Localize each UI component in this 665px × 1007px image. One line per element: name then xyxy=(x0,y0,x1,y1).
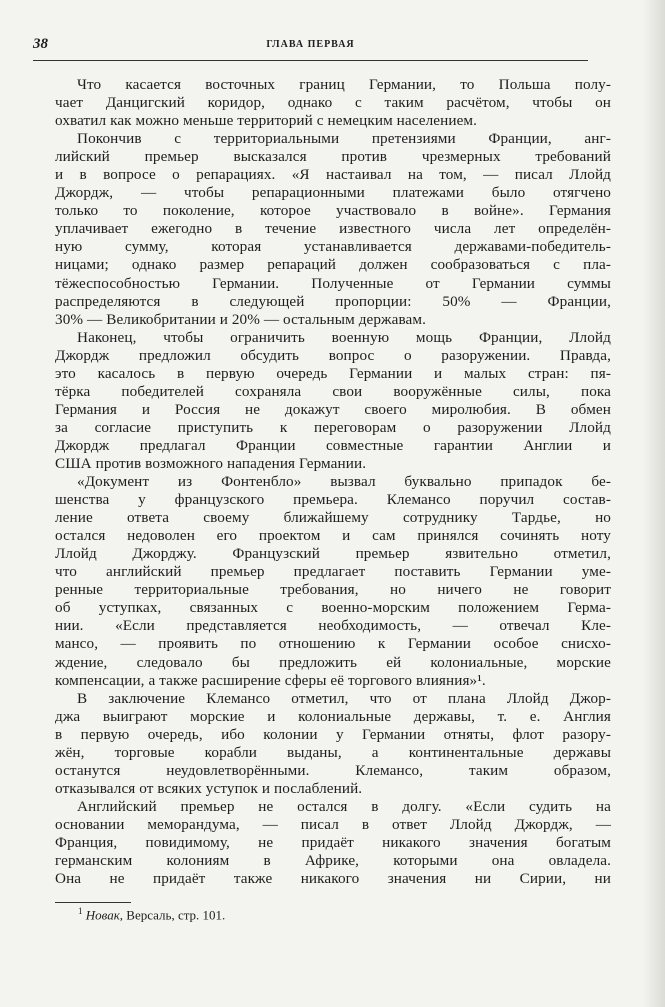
footnote xyxy=(78,906,225,923)
text-line: США против возможного нападения Германии. xyxy=(55,454,367,472)
text-line: Джордж, — чтобы репарационными платежами было отягчено xyxy=(55,184,611,202)
text-line: тёрка победителей сохраняла свои вооружённые силы, пока xyxy=(55,382,611,400)
text-line: Английский премьер не остался в долгу. «Если судить на xyxy=(77,797,611,815)
page-number: 38 xyxy=(33,36,48,52)
header-rule xyxy=(33,60,588,61)
text-line: это касалось в первую очередь Германии и малых стран: пя- xyxy=(55,364,611,382)
text-line: охватил как можно меньше территорий с немецким населением. xyxy=(55,112,478,130)
paragraph xyxy=(55,130,611,329)
running-title: ГЛАВА ПЕРВАЯ xyxy=(266,39,355,50)
text-line: основании меморандума, — писал в ответ Ллойд Джордж, — xyxy=(55,815,611,833)
text-line: лийский премьер высказался против чрезмерных требований xyxy=(55,148,611,166)
text-line: в первую очередь, ибо колонии у Германии отняты, флот разору- xyxy=(55,725,611,743)
text-line: нии. «Если представляется необходимость, — отвечал Кле- xyxy=(55,617,611,635)
body-text xyxy=(55,76,611,888)
footnote-text: Версаль, стр. 101. xyxy=(123,907,226,923)
text-line: только то поколение, которое участвовало в войне». Германия xyxy=(55,202,611,220)
text-line: Покончив с территориальными претензиями Франции, анг- xyxy=(77,130,611,148)
text-line: за согласие приступить к переговорам о разоружении Ллойд xyxy=(55,418,611,436)
text-line: германским колониям в Африке, которыми она овладела. xyxy=(55,852,611,870)
footnote-rule xyxy=(55,902,131,903)
text-line: мансо, — проявить по отношению к Германии особое снисхо- xyxy=(55,635,611,653)
text-line: распределяются в следующей пропорции: 50% — Франции, xyxy=(55,292,611,310)
text-line: чает Данцигский коридор, однако с таким расчётом, чтобы он xyxy=(55,94,611,112)
text-line: останутся неудовлетворёнными. Клемансо, таким образом, xyxy=(55,761,611,779)
text-line: остался недоволен его проектом и сам принялся сочинять ноту xyxy=(55,527,611,545)
text-line: Джордж предложил обсудить вопрос о разоружении. Правда, xyxy=(55,346,611,364)
text-line: 30% — Великобритании и 20% — остальным державам. xyxy=(55,310,427,328)
text-line: и в вопросе о репарациях. «Я настаивал на том, — писал Ллойд xyxy=(55,166,611,184)
text-line: отказывался от всяких уступок и послаблений. xyxy=(55,779,363,797)
text-line: Наконец, чтобы ограничить военную мощь Франции, Ллойд xyxy=(77,328,611,346)
text-line: джа выиграют морские и колониальные державы, т. е. Англия xyxy=(55,707,611,725)
text-line: ждение, следовало бы предложить ей колониальные, морские xyxy=(55,653,611,671)
text-line: Германия и Россия не докажут своего миролюбия. В обмен xyxy=(55,400,611,418)
text-line: Джордж предлагал Франции совместные гарантии Англии и xyxy=(55,436,611,454)
page-header xyxy=(33,36,588,56)
page-edge-shadow xyxy=(643,0,665,1007)
text-line: шенства у французского премьера. Клемансо поручил состав- xyxy=(55,491,611,509)
text-line: Что касается восточных границ Германии, то Польша полу- xyxy=(77,76,611,93)
paragraph xyxy=(55,690,611,798)
text-line: об уступках, связанных с военно-морским положением Герма- xyxy=(55,599,611,617)
text-line: ную сумму, которая устанавливается державами-победитель- xyxy=(55,238,611,256)
footnote-marker: 1 xyxy=(78,906,83,916)
text-line: ренные территориальные требования, но ничего не говорит xyxy=(55,581,611,599)
text-line: ление ответа своему ближайшему сотруднику Тардье, но xyxy=(55,509,611,527)
footnote-author: Новак, xyxy=(85,907,124,923)
paragraph xyxy=(55,76,611,130)
text-line: «Документ из Фонтенбло» вызвал буквально припадок бе- xyxy=(77,473,611,491)
text-line: уплачивает ежегодно в течение известного числа лет определён- xyxy=(55,220,611,238)
text-line: тёжеспособностью Германии. Полученные от Германии суммы xyxy=(55,274,611,292)
paragraph xyxy=(55,798,611,888)
text-line: Ллойд Джорджу. Французский премьер язвительно отметил, xyxy=(55,545,611,563)
text-line: Франция, повидимому, не придаёт никакого значения богатым xyxy=(55,833,611,851)
text-line: компенсации, а также расширение сферы её торгового влияния»¹. xyxy=(55,671,486,689)
text-line: ницами; однако размер репараций должен сообразоваться с пла- xyxy=(55,256,611,274)
text-line: Она не придаёт также никакого значения ни Сирии, ни xyxy=(55,870,611,888)
text-line: В заключение Клемансо отметил, что от плана Ллойд Джор- xyxy=(77,689,611,707)
paragraph xyxy=(55,473,611,690)
text-line: что английский премьер предлагает поставить Германии уме- xyxy=(55,563,611,581)
text-line: жён, торговые корабли выданы, а континентальные державы xyxy=(55,743,611,761)
paragraph xyxy=(55,329,611,473)
